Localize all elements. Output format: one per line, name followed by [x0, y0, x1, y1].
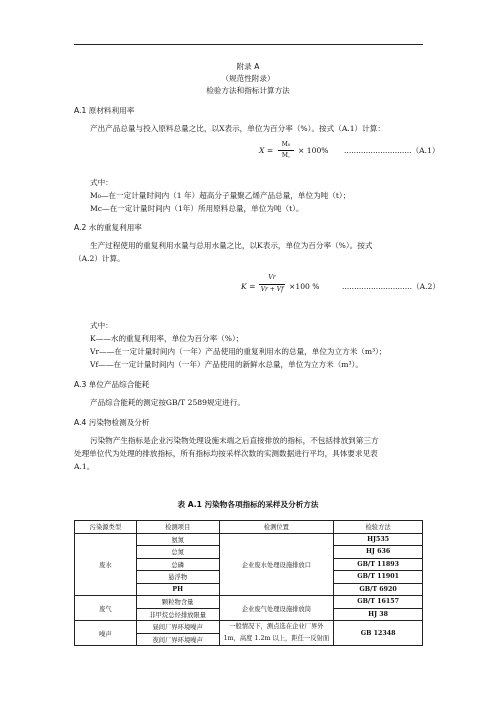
cell-method: GB/T 11893 [334, 558, 423, 571]
section-a1-var1: M₀—在一定计量时间内（1 年）超高分子量聚乙烯产品总量，单位为吨（t）； [90, 191, 351, 200]
cell-item: 悬浮物 [136, 571, 219, 584]
header-test-location: 检测位置 [219, 521, 334, 534]
formula-a2-lhs: K = [241, 282, 256, 291]
header-source-type: 污染源类型 [75, 521, 137, 534]
appendix-heading: 检验方法和指标计算方法 [206, 86, 290, 95]
section-a1-desc: 产出产品总量与投入原料总量之比，以X表示，单位为百分率（%）。按式（A.1）计算： [90, 124, 385, 133]
formula-a2-ref: .............................（A.2） [342, 282, 440, 291]
formula-a2-denominator: Vr + Vf [260, 286, 284, 293]
section-a1-where: 式中： [90, 178, 113, 187]
group-noise: 噪声 [75, 621, 137, 646]
formula-a1-lhs: X = [259, 146, 274, 155]
cell-method: HJ535 [334, 533, 423, 546]
formula-a1-rhs: × 100% [298, 146, 329, 155]
appendix-subtitle: （规范性附录） [221, 74, 275, 83]
cell-item: PH [136, 583, 219, 596]
formula-a1-denominator: M꜀ [281, 152, 291, 159]
formula-a2-fraction-bar [259, 284, 285, 285]
cell-method: GB 12348 [334, 621, 423, 646]
section-a2-var2: Vr——在一定计量时间内（一年）产品使用的重复利用水的总量，单位为立方米（m³）； [90, 347, 387, 356]
cell-method: HJ 636 [334, 546, 423, 559]
section-a4-desc3: A.1。 [74, 462, 95, 471]
cell-location-noise [219, 621, 334, 646]
table-row [75, 533, 423, 546]
appendix-title: 附录 A [236, 62, 260, 71]
formula-a1-ref: ............................（A.1） [344, 146, 440, 155]
cell-item: 颗粒物含量 [136, 596, 219, 609]
table-row [75, 596, 423, 609]
section-a2-desc2: （A.2）计算。 [74, 254, 125, 263]
section-a2-var3: Vf——在一定计量时间内（一年）产品使用的新鲜水总量，单位为立方米（m³）。 [90, 360, 363, 369]
section-a2-desc1: 生产过程使用的重复利用水量与总用水量之比，以K表示，单位为百分率（%）。按式 [90, 241, 373, 250]
group-exhaust-gas: 废气 [75, 596, 137, 621]
pollutant-table [74, 520, 423, 646]
noise-location-line2: 1m，高度 1.2m 以上，距任一反射面 [223, 635, 330, 642]
cell-item: 昼间厂界环境噪声 [136, 621, 219, 634]
header-rule [74, 44, 423, 45]
section-a4-title: A.4 污染物检测及分析 [74, 418, 150, 427]
group-wastewater: 废水 [75, 533, 137, 596]
section-a4-desc2: 处理单位代为处理的排放指标，所有指标均按采样次数的实测数据进行平均，具体要求见表 [74, 449, 378, 458]
section-a2-title: A.2 水的重复利用率 [74, 223, 142, 232]
section-a2-var1: K——水的重复利用率，单位为百分率（%）； [90, 334, 244, 343]
cell-method: GB/T 6920 [334, 583, 423, 596]
table-row [75, 621, 423, 634]
cell-item: 夜间厂界环境噪声 [136, 633, 219, 646]
formula-a1-numerator: M₀ [281, 141, 291, 148]
section-a4-desc1: 污染物产生指标是企业污染物处理设施末端之后直接排放的指标，不包括排放到第三方 [90, 436, 379, 445]
cell-location-water: 企业废水处理设施排放口 [219, 533, 334, 596]
cell-item: 非甲烷总烃排放限量 [136, 608, 219, 621]
cell-method: GB/T 11901 [334, 571, 423, 584]
header-test-method: 检验方法 [334, 521, 423, 534]
section-a3-desc: 产品综合能耗的测定按GB/T 2589规定进行。 [90, 398, 245, 407]
cell-location-gas: 企业废气处理设施排放筒 [219, 596, 334, 621]
formula-a2-rhs: ×100 % [289, 282, 320, 291]
cell-item: 总磷 [136, 558, 219, 571]
table-header-row [75, 521, 423, 534]
cell-item: 总氮 [136, 546, 219, 559]
section-a3-title: A.3 单位产品综合能耗 [74, 380, 150, 389]
table-caption: 表 A.1 污染物各项指标的采样及分析方法 [177, 500, 319, 509]
section-a1-var2: Mc—在一定计量时间内（1年）所用原料总量，单位为吨（t）。 [90, 204, 304, 213]
cell-item: 氨氮 [136, 533, 219, 546]
section-a2-where: 式中： [90, 321, 113, 330]
header-test-item: 检测项目 [136, 521, 219, 534]
noise-location-line1: 一般情况下，测点选在企业厂界外 [229, 623, 324, 630]
formula-a2-numerator: Vr [268, 274, 276, 281]
section-a1-title: A.1 原材料利用率 [74, 106, 135, 115]
cell-method: HJ 38 [334, 608, 423, 621]
cell-method: GB/T 16157 [334, 596, 423, 609]
